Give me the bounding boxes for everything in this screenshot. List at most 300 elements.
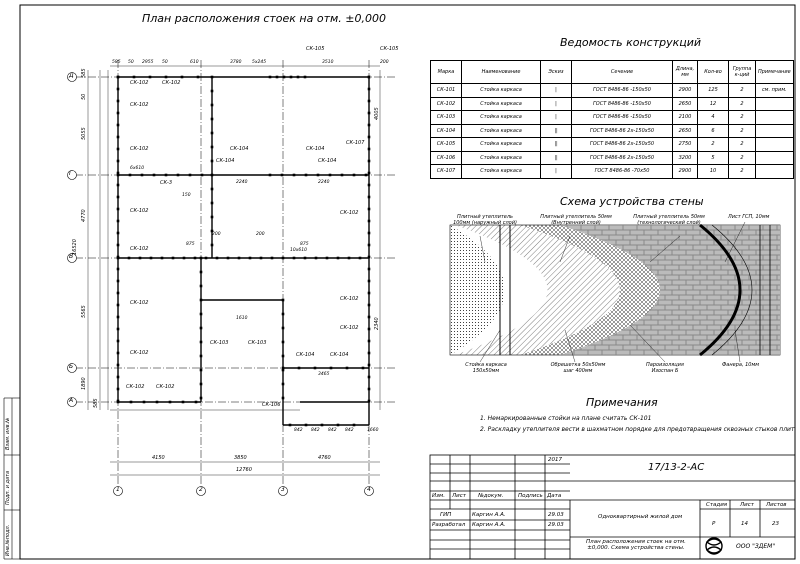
dim-bottom-2: 3850 <box>234 455 247 461</box>
dim-misc-16: 4005 <box>374 107 380 120</box>
dim-misc-10: 842 <box>294 428 303 433</box>
stamp-col-list: Лист <box>452 493 466 499</box>
stud-mark <box>117 316 120 319</box>
stud-mark <box>304 76 307 79</box>
stud-mark <box>117 352 120 355</box>
stud-mark <box>117 292 120 295</box>
stud-mark <box>200 313 203 316</box>
stud-mark <box>337 257 340 260</box>
stud-mark <box>201 174 204 177</box>
table-cell <box>756 165 794 179</box>
table-cell: 2100 <box>673 111 698 125</box>
table-cell: Стойка каркаса <box>462 111 541 125</box>
table-cell: 2 <box>729 138 756 152</box>
stud-mark <box>130 401 133 404</box>
stud-mark <box>211 118 214 121</box>
wall-label-gypsum: Лист ГСП, 10мм <box>728 214 770 220</box>
stud-mark <box>304 257 307 260</box>
wall-label-inner-insulation: Плитный утеплитель 50мм (Внутренний слой) <box>540 214 612 226</box>
dim-left-8: 585 <box>93 398 99 408</box>
stud-mark <box>293 174 296 177</box>
col-header: Эскиз <box>541 61 572 84</box>
stud-mark <box>182 401 185 404</box>
table-cell: Стойка каркаса <box>462 97 541 111</box>
stud-mark <box>200 285 203 288</box>
stud-mark <box>368 88 371 91</box>
stud-mark <box>189 174 192 177</box>
stud-mark <box>117 256 120 259</box>
dim-left-6: 5565 <box>81 305 87 318</box>
table-row <box>431 165 794 179</box>
plan-title: План расположения стоек на отм. ±0,000 <box>142 12 386 25</box>
stud-mark <box>368 292 371 295</box>
stud-mark <box>282 327 285 330</box>
table-cell: 2650 <box>673 124 698 138</box>
dim-misc-13: 842 <box>345 428 354 433</box>
plan-label: СК-102 <box>126 384 145 390</box>
side-label-inventory: Инв.№подл. <box>5 524 11 556</box>
table-row <box>431 138 794 152</box>
stud-mark <box>269 174 272 177</box>
col-header: Кол-во <box>698 61 729 84</box>
stamp-col-sign: Подпись <box>518 493 543 499</box>
stud-mark <box>282 383 285 386</box>
stud-mark <box>368 208 371 211</box>
stud-mark <box>150 257 153 260</box>
dim-misc-4: 200 <box>212 232 221 237</box>
stud-mark <box>305 424 308 427</box>
stud-mark <box>200 271 203 274</box>
table-cell: 2 <box>729 151 756 165</box>
plan-label: СК-104 <box>296 352 315 358</box>
stud-mark <box>368 400 371 403</box>
plan-label: СК-102 <box>130 80 149 86</box>
stud-mark <box>326 257 329 260</box>
plan-label: СК-106 <box>262 402 281 408</box>
table-cell: 2 <box>729 97 756 111</box>
stud-mark <box>211 132 214 135</box>
stud-mark <box>368 136 371 139</box>
stud-mark <box>269 76 272 79</box>
col-header: Длина, мм <box>673 61 698 84</box>
stud-mark <box>117 172 120 175</box>
plan-label: СК-104 <box>306 146 325 152</box>
plan-label: СК-102 <box>130 246 149 252</box>
table-cell: 2750 <box>673 138 698 152</box>
table-cell: см. прим. <box>756 84 794 98</box>
table-row <box>431 84 794 98</box>
table-cell: 5 <box>698 151 729 165</box>
stud-mark <box>161 257 164 260</box>
stud-mark <box>298 367 301 370</box>
table-cell: СК-101 <box>431 84 462 98</box>
stud-mark <box>329 174 332 177</box>
table-cell: ГОСТ 8486-86 2х-150х50 <box>572 124 673 138</box>
table-cell: 2650 <box>673 97 698 111</box>
table-cell: СК-105 <box>431 138 462 152</box>
stud-mark <box>195 401 198 404</box>
stamp-sheets-header: Листов <box>766 502 787 508</box>
stud-mark <box>260 257 263 260</box>
table-row <box>431 97 794 111</box>
table-cell: || <box>541 138 572 152</box>
table-cell <box>756 124 794 138</box>
wall-label-outer-insulation: Плитный утеплитель 100мм (наружный слой) <box>453 214 517 226</box>
stud-mark <box>282 355 285 358</box>
stud-mark <box>211 216 214 219</box>
stud-mark <box>194 257 197 260</box>
stud-mark <box>117 364 120 367</box>
stud-mark <box>117 160 120 163</box>
table-cell: ГОСТ 8486-86 -150х50 <box>572 111 673 125</box>
dim-misc-7: 875 <box>300 242 309 247</box>
stud-mark <box>276 76 279 79</box>
dim-top-7: 5x245 <box>252 60 267 65</box>
stud-mark <box>117 76 120 79</box>
stud-mark <box>141 174 144 177</box>
stud-mark <box>129 174 132 177</box>
wall-scheme-graphic <box>450 222 780 362</box>
dim-bottom-3: 4760 <box>318 455 331 461</box>
stamp-sheet: 14 <box>741 521 748 527</box>
table-cell: || <box>541 124 572 138</box>
stud-mark <box>128 257 131 260</box>
stud-mark <box>117 196 120 199</box>
table-cell: Стойка каркаса <box>462 138 541 152</box>
stud-mark <box>368 160 371 163</box>
stud-mark <box>368 280 371 283</box>
table-row <box>431 111 794 125</box>
stud-mark <box>282 397 285 400</box>
dim-misc-11: 842 <box>311 428 320 433</box>
stud-mark <box>200 257 203 260</box>
stamp-gip-name: Каргин А.А. <box>472 512 506 518</box>
table-cell: 125 <box>698 84 729 98</box>
axis-label-v: В <box>69 253 74 260</box>
stud-mark <box>297 76 300 79</box>
table-cell <box>756 138 794 152</box>
dim-misc-6: 875 <box>186 242 195 247</box>
stud-mark <box>183 257 186 260</box>
stud-mark <box>365 174 368 177</box>
plan-label: СК-105 <box>306 46 325 52</box>
table-cell <box>756 151 794 165</box>
stud-mark <box>346 367 349 370</box>
structures-schedule-table <box>430 60 794 179</box>
stud-mark <box>368 100 371 103</box>
wall-label-plywood: Фанера, 10мм <box>722 362 760 368</box>
plan-label: СК-104 <box>318 158 337 164</box>
dim-top-2: 50 <box>128 60 134 65</box>
dim-left-1: 585 <box>81 68 87 78</box>
table-cell: 4 <box>698 111 729 125</box>
plan-label: СК-104 <box>216 158 235 164</box>
table-cell: | <box>541 97 572 111</box>
stud-mark <box>362 367 365 370</box>
axis-label-b: Б <box>69 363 74 370</box>
dim-top-8: 3510 <box>322 60 334 65</box>
stud-mark <box>156 401 159 404</box>
stud-mark <box>181 76 184 79</box>
stud-mark <box>211 202 214 205</box>
stud-mark <box>368 244 371 247</box>
stud-mark <box>133 76 136 79</box>
stud-mark <box>282 369 285 372</box>
table-cell: СК-104 <box>431 124 462 138</box>
table-cell: ГОСТ 8486-86 -70х50 <box>572 165 673 179</box>
stamp-sheet-header: Лист <box>740 502 754 508</box>
wall-label-batten: Обрешетка 50х50мм шаг 400мм <box>550 362 606 374</box>
stamp-stage-header: Стадия <box>706 502 728 508</box>
plan-label: СК-102 <box>156 384 175 390</box>
stud-mark <box>165 174 168 177</box>
company-logo <box>706 538 722 554</box>
stud-mark <box>282 313 285 316</box>
stud-mark <box>200 355 203 358</box>
stud-mark <box>368 388 371 391</box>
stamp-company: ООО "ЗДЕМ" <box>736 543 776 550</box>
table-cell <box>756 111 794 125</box>
stud-mark <box>200 369 203 372</box>
table-cell: 2 <box>729 84 756 98</box>
stud-mark <box>368 124 371 127</box>
stud-mark <box>359 257 362 260</box>
stud-mark <box>117 376 120 379</box>
stud-mark <box>117 304 120 307</box>
table-cell: 12 <box>698 97 729 111</box>
stud-mark <box>368 316 371 319</box>
stud-mark <box>368 352 371 355</box>
dim-misc-5: 200 <box>256 232 265 237</box>
table-cell: 2900 <box>673 165 698 179</box>
stud-mark <box>368 268 371 271</box>
stud-mark <box>139 257 142 260</box>
stud-mark <box>271 257 274 260</box>
stud-mark <box>169 401 172 404</box>
table-cell: Стойка каркаса <box>462 151 541 165</box>
plan-label: СК-103 <box>210 340 229 346</box>
note-1: 1. Немаркированные стойки на плане считать СК-101 <box>480 415 652 422</box>
col-header: Примечание <box>756 61 794 84</box>
col-header: Марка <box>431 61 462 84</box>
stamp-code: 17/13-2-АС <box>648 462 705 473</box>
table-cell: СК-103 <box>431 111 462 125</box>
table-cell: 6 <box>698 124 729 138</box>
stud-mark <box>368 196 371 199</box>
plan-label: СК-102 <box>340 210 359 216</box>
stud-mark <box>348 257 351 260</box>
stud-mark <box>200 383 203 386</box>
stud-mark <box>117 112 120 115</box>
stud-mark <box>353 174 356 177</box>
axis-label-g: Г <box>69 170 73 177</box>
plan-label: СК-102 <box>130 350 149 356</box>
plan-label: СК-102 <box>340 296 359 302</box>
stud-mark <box>211 76 214 79</box>
stamp-stage: Р <box>712 521 716 527</box>
plan-label: СК-102 <box>162 80 181 86</box>
table-cell: ГОСТ 8486-86 2х-150х50 <box>572 151 673 165</box>
stud-mark <box>368 376 371 379</box>
stud-mark <box>165 76 168 79</box>
stud-mark <box>205 257 208 260</box>
stud-mark <box>321 424 324 427</box>
table-row <box>431 151 794 165</box>
dim-misc-17: 6x610 <box>130 166 145 171</box>
dim-misc-1: 2240 <box>236 180 248 185</box>
plan-label: СК-102 <box>130 300 149 306</box>
stud-mark <box>200 341 203 344</box>
table-cell: 2900 <box>673 84 698 98</box>
stud-mark <box>368 328 371 331</box>
dim-top-6: 3780 <box>230 60 242 65</box>
axis-label-4: 4 <box>367 486 371 493</box>
stud-mark <box>117 136 120 139</box>
table-cell: 2 <box>729 165 756 179</box>
wall-label-tech-insulation: Плитный утеплитель 50мм (технологический слой) <box>633 214 705 226</box>
stud-mark <box>314 367 317 370</box>
table-cell <box>756 97 794 111</box>
table-cell: || <box>541 151 572 165</box>
stud-mark <box>368 172 371 175</box>
dim-misc-9: 3465 <box>318 372 330 377</box>
side-label-sign-date: Подп. и дата <box>5 470 11 505</box>
stud-mark <box>117 124 120 127</box>
col-header: Группа к-ций <box>729 61 756 84</box>
plan-label: СК-102 <box>130 146 149 152</box>
stamp-dev-date: 29.03 <box>548 522 564 528</box>
stud-mark <box>337 424 340 427</box>
stud-mark <box>315 257 318 260</box>
stud-mark <box>368 148 371 151</box>
stud-mark <box>341 174 344 177</box>
plan-label: СК-102 <box>130 208 149 214</box>
plan-label: СК-3 <box>160 180 173 186</box>
table-cell: 2 <box>729 111 756 125</box>
stud-mark <box>368 220 371 223</box>
table-cell: СК-102 <box>431 97 462 111</box>
dim-misc-8: 1610 <box>236 316 248 321</box>
plan-label: СК-104 <box>230 146 249 152</box>
wall-scheme-title: Схема устройства стены <box>560 195 704 208</box>
wall-label-stud: Стойка каркаса 150х50мм <box>465 362 507 374</box>
table-cell: | <box>541 111 572 125</box>
dim-left-5: 16520 <box>72 239 78 255</box>
dim-left-3: 5055 <box>81 127 87 140</box>
stamp-gip-role: ГИП <box>440 512 452 518</box>
stud-mark <box>211 90 214 93</box>
stud-mark <box>149 76 152 79</box>
stud-mark <box>211 160 214 163</box>
stamp-col-date: Дата <box>547 493 562 499</box>
plan-label: СК-103 <box>248 340 267 346</box>
table-cell: 2 <box>729 124 756 138</box>
stud-mark <box>117 340 120 343</box>
stud-mark <box>211 244 214 247</box>
stud-mark <box>293 257 296 260</box>
stud-mark <box>282 257 285 260</box>
stud-mark <box>197 76 200 79</box>
stud-mark <box>200 397 203 400</box>
stud-mark <box>281 174 284 177</box>
table-cell: Стойка каркаса <box>462 84 541 98</box>
stamp-col-izm: Изм. <box>432 493 445 499</box>
stud-mark <box>368 304 371 307</box>
plan-label: СК-107 <box>346 140 365 146</box>
dim-misc-3: 150 <box>182 193 191 198</box>
stud-mark <box>290 76 293 79</box>
stud-mark <box>368 364 371 367</box>
table-cell: СК-106 <box>431 151 462 165</box>
table-cell: ГОСТ 8486-86 2х-150х50 <box>572 138 673 152</box>
stud-mark <box>117 328 120 331</box>
note-2: 2. Раскладку утеплителя вести в шахматном порядке для предотвращения сквозных стыков плит. <box>480 426 797 433</box>
stamp-dev-name: Каргин А.А. <box>472 522 506 528</box>
stud-mark <box>289 424 292 427</box>
stud-mark <box>368 76 371 79</box>
stud-mark <box>368 340 371 343</box>
stud-mark <box>200 327 203 330</box>
table-cell: ГОСТ 8486-86 -150х50 <box>572 97 673 111</box>
stud-mark <box>117 400 120 403</box>
stud-mark <box>368 184 371 187</box>
col-header: Наименование <box>462 61 541 84</box>
dim-top-5: 610 <box>190 60 199 65</box>
dim-bottom-total: 12760 <box>236 467 252 473</box>
stamp-gip-date: 29.03 <box>548 512 564 518</box>
table-cell: 2 <box>698 138 729 152</box>
dim-misc-15: 2340 <box>374 317 380 330</box>
stud-mark <box>172 257 175 260</box>
plan-label: СК-102 <box>130 102 149 108</box>
stud-mark <box>211 104 214 107</box>
dim-misc-12: 842 <box>328 428 337 433</box>
stud-mark <box>117 184 120 187</box>
stud-mark <box>117 280 120 283</box>
stud-mark <box>227 257 230 260</box>
dim-bottom-1: 4150 <box>152 455 165 461</box>
stud-mark <box>211 146 214 149</box>
stud-mark <box>117 148 120 151</box>
stud-mark <box>238 257 241 260</box>
table-cell: ГОСТ 8486-86 -150х50 <box>572 84 673 98</box>
stud-mark <box>117 244 120 247</box>
stud-mark <box>317 174 320 177</box>
table-cell: СК-107 <box>431 165 462 179</box>
stud-mark <box>177 174 180 177</box>
stud-mark <box>143 401 146 404</box>
stud-mark <box>117 388 120 391</box>
table-cell: Стойка каркаса <box>462 165 541 179</box>
stud-mark <box>117 232 120 235</box>
table-cell: 10 <box>698 165 729 179</box>
col-header: Сечение <box>572 61 673 84</box>
stud-mark <box>117 208 120 211</box>
dim-left-4: 4770 <box>81 209 87 222</box>
axis-label-d: Д <box>69 72 74 79</box>
dim-top-4: 50 <box>162 60 168 65</box>
plan-label: СК-102 <box>340 325 359 331</box>
dim-top-3: 2955 <box>142 60 154 65</box>
stud-mark <box>353 424 356 427</box>
stud-mark <box>117 100 120 103</box>
stud-mark <box>117 220 120 223</box>
stamp-sheet-title: План расположения стоек на отм. ±0,000. Схема устройства стены. <box>586 539 686 551</box>
table-cell: Стойка каркаса <box>462 124 541 138</box>
stud-mark <box>211 188 214 191</box>
plan-label: СК-105 <box>380 46 399 52</box>
stud-mark <box>330 367 333 370</box>
